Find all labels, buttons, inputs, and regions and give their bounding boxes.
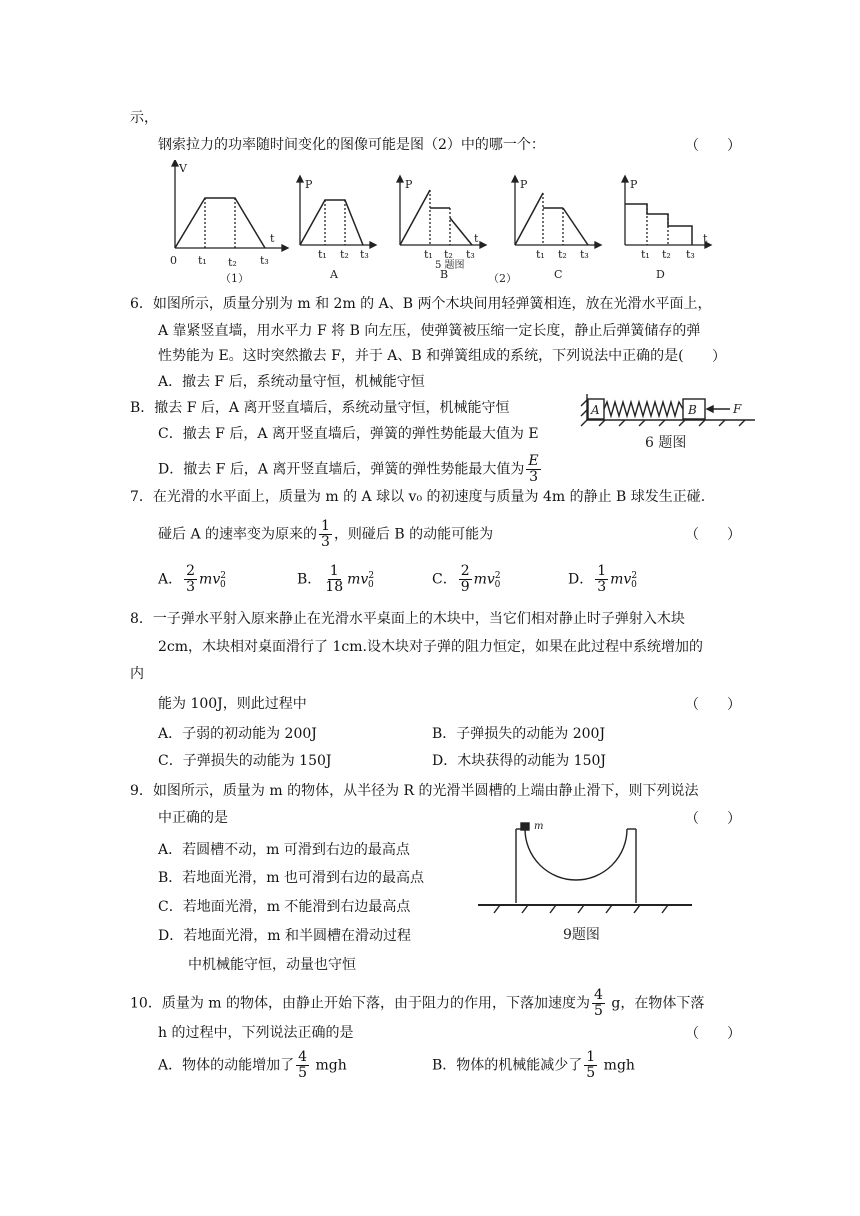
q7-line-2: 碰后 A 的速率变为原来的 $\frac{1}{3}$ ，则碰后 B 的动能可能为 xyxy=(158,518,494,550)
q5-answer-blank: （ ） xyxy=(685,138,741,154)
t1-label-d: t₁ xyxy=(641,248,650,261)
caption-c: C xyxy=(554,268,563,281)
p-axis-label-a: P xyxy=(305,178,313,191)
p-axis-label-c: P xyxy=(520,178,528,191)
p-axis-label-d: P xyxy=(630,178,638,191)
t-axis-label-d: t xyxy=(703,232,708,245)
q7-option-c: C． $\frac{2}{9}$ $mv^2_0$ xyxy=(432,563,501,596)
figure-9-caption: 9题图 xyxy=(563,927,600,943)
t1-label-c: t₁ xyxy=(536,248,545,261)
q9-answer-blank: （ ） xyxy=(685,811,741,827)
t-axis-label-1: t xyxy=(270,232,275,245)
q7-option-b: B． $\frac{1}{18}$ $mv^2_0$ xyxy=(297,563,375,596)
t3-label-c: t₃ xyxy=(580,248,589,261)
q8-line-4: 能为 100J，则此过程中 xyxy=(158,696,307,712)
caption-b: B xyxy=(440,268,449,281)
q10-answer-blank: （ ） xyxy=(685,1026,741,1042)
q8-option-c: C．子弹损失的动能为 150J xyxy=(158,753,332,769)
q9-option-b: B．若地面光滑，m 也可滑到右边的最高点 xyxy=(158,870,425,886)
q10-line-2: h 的过程中，下列说法正确的是 xyxy=(158,1025,354,1041)
caption-a: A xyxy=(330,268,338,281)
block-b-label: B xyxy=(688,403,697,417)
q6-option-c: C．撤去 F 后，A 离开竖直墙后，弹簧的弹性势能最大值为 E xyxy=(158,426,539,442)
figure-6-caption: 6 题图 xyxy=(645,435,687,451)
q5-line: 钢索拉力的功率随时间变化的图像可能是图（2）中的哪一个： xyxy=(158,137,545,153)
q8-option-b: B．子弹损失的动能为 200J xyxy=(432,726,606,742)
caption-d: D xyxy=(656,268,665,281)
q7-answer-blank: （ ） xyxy=(685,527,741,543)
t3-label-a: t₃ xyxy=(360,248,369,261)
q9-option-a: A．若圆槽不动，m 可滑到右边的最高点 xyxy=(158,842,410,858)
q9-option-c: C．若地面光滑，m 不能滑到右边最高点 xyxy=(158,899,411,915)
top-fragment: 示， xyxy=(130,110,158,126)
block-a-label: A xyxy=(591,403,600,417)
q8-option-d: D．木块获得的动能为 150J xyxy=(432,753,607,769)
panel-2-caption: （2） xyxy=(488,272,517,285)
t2-label-b: t₂ xyxy=(444,248,453,261)
q6-line-2: A 靠紧竖直墙，用水平力 F 将 B 向左压，使弹簧被压缩一定长度，静止后弹簧储存的弹 xyxy=(158,323,701,339)
q6-answer-blank: ） xyxy=(712,349,726,365)
t1-label-1: t₁ xyxy=(198,254,207,267)
q6-option-b: B．撤去 F 后，A 离开竖直墙后，系统动量守恒，机械能守恒 xyxy=(130,400,510,416)
figure-5 xyxy=(160,160,735,292)
q9-option-d-line-2: 中机械能守恒，动量也守恒 xyxy=(188,957,356,973)
t1-label-a: t₁ xyxy=(318,248,327,261)
t-axis-label-b: t xyxy=(474,232,479,245)
q8-line-1: 8．一子弹水平射入原来静止在光滑水平桌面上的木块中，当它们相对静止时子弹射入木块 xyxy=(130,611,685,627)
q7-option-d: D． $\frac{1}{3}$ $mv^2_0$ xyxy=(568,563,638,596)
figure-9 xyxy=(470,815,700,950)
force-f-label: F xyxy=(733,402,742,416)
t3-label-d: t₃ xyxy=(686,248,695,261)
q6-option-a: A．撤去 F 后，系统动量守恒，机械能守恒 xyxy=(158,374,425,390)
q9-line-1: 9．如图所示，质量为 m 的物体，从半径为 R 的光滑半圆槽的上端由静止滑下，则下列说法 xyxy=(130,783,699,799)
origin-label: 0 xyxy=(170,254,177,267)
t2-label-c: t₂ xyxy=(558,248,567,261)
t3-label-b: t₃ xyxy=(466,248,475,261)
t2-label-a: t₂ xyxy=(340,248,349,261)
figure-5-caption: 5 题图 xyxy=(435,260,465,271)
q10-line-1: 10．质量为 m 的物体，由静止开始下落，由于阻力的作用，下落加速度为 $\frac{4}{5}$ g，在物体下落 xyxy=(130,987,705,1019)
p-axis-label-b: P xyxy=(405,178,413,191)
q6-line-1: 6．如图所示，质量分别为 m 和 2m 的 A、B 两个木块间用轻弹簧相连，放在光滑水平面上， xyxy=(130,296,712,312)
q10-option-a: A．物体的动能增加了 $\frac{4}{5}$ mgh xyxy=(158,1049,347,1081)
q8-answer-blank: （ ） xyxy=(685,697,741,713)
q6-option-d: D．撤去 F 后，A 离开竖直墙后，弹簧的弹性势能最大值为 $\frac{E}{3}$ xyxy=(158,453,539,485)
q8-line-3: 内 xyxy=(130,666,144,682)
q9-line-2: 中正确的是 xyxy=(158,810,228,826)
q7-line-1: 7．在光滑的水平面上，质量为 m 的 A 球以 v₀ 的初速度与质量为 4m 的静止 B 球发生正碰. xyxy=(130,489,706,505)
q6-line-3: 性势能为 E。这时突然撤去 F，并于 A、B 和弹簧组成的系统，下列说法中正确的是( xyxy=(158,348,684,364)
t2-label-d: t₂ xyxy=(662,248,671,261)
figure-6 xyxy=(575,392,760,454)
t1-label-b: t₁ xyxy=(424,248,433,261)
t3-label-1: t₃ xyxy=(260,254,269,267)
q10-option-b: B．物体的机械能减少了 $\frac{1}{5}$ mgh xyxy=(432,1049,635,1081)
q7-option-a: A． $\frac{2}{3}$ $mv^2_0$ xyxy=(158,563,226,596)
q8-line-2: 2cm，木块相对桌面滑行了 1cm.设木块对子弹的阻力恒定，如果在此过程中系统增加的 xyxy=(158,639,703,655)
q8-option-a: A．子弱的初动能为 200J xyxy=(158,726,317,742)
panel-1-caption: （1） xyxy=(220,272,249,285)
t2-label-1: t₂ xyxy=(228,256,237,269)
q9-option-d-line-1: D．若地面光滑，m 和半圆槽在滑动过程 xyxy=(158,928,411,944)
mass-m-label: m xyxy=(534,821,544,832)
v-axis-label: V xyxy=(179,162,187,175)
